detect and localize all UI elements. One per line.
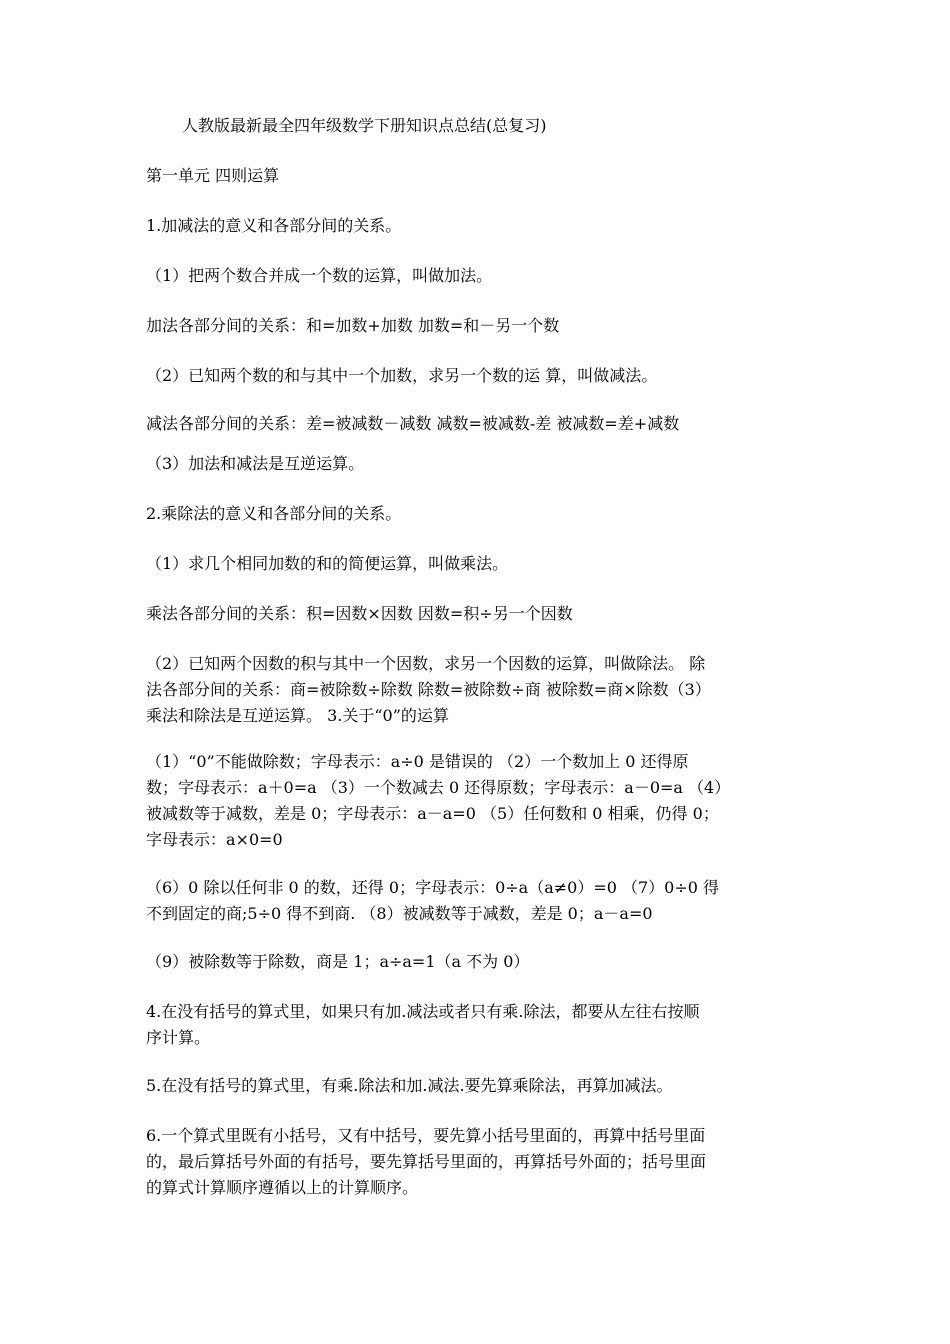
text-line: （1）求几个相同加数的和的简便运算，叫做乘法。 xyxy=(146,554,509,573)
text-line: （1）把两个数合并成一个数的运算，叫做加法。 xyxy=(146,266,493,285)
text-line: 字母表示：a×0=0 xyxy=(146,830,283,849)
text-line: 2.乘除法的意义和各部分间的关系。 xyxy=(146,504,402,523)
text-line: 5.在没有括号的算式里，有乘.除法和加.减法.要先算乘除法，再算加减法。 xyxy=(146,1076,673,1095)
text-line: 的，最后算括号外面的有括号，要先算括号里面的，再算括号外面的；括号里面 xyxy=(146,1152,707,1171)
text-line: 4.在没有括号的算式里，如果只有加.减法或者只有乘.除法，都要从左往右按顺 xyxy=(146,1002,700,1021)
text-line: 数；字母表示：a＋0=a （3）一个数减去 0 还得原数；字母表示：a－0=a （4） xyxy=(146,778,731,797)
text-line: 加法各部分间的关系：和=加数+加数 加数=和－另一个数 xyxy=(146,316,560,335)
text-line: 乘法和除法是互逆运算。 3.关于“0”的运算 xyxy=(146,706,449,725)
text-line: 6.一个算式里既有小括号，又有中括号，要先算小括号里面的，再算中括号里面 xyxy=(146,1126,706,1145)
text-line: （3）加法和减法是互逆运算。 xyxy=(146,454,365,473)
text-line: 1.加减法的意义和各部分间的关系。 xyxy=(146,216,402,235)
text-line: （2）已知两个因数的积与其中一个因数，求另一个因数的运算，叫做除法。 除 xyxy=(146,654,706,673)
text-line: 被减数等于减数，差是 0；字母表示：a－a=0 （5）任何数和 0 相乘，仍得 0； xyxy=(146,804,719,823)
text-line: 法各部分间的关系：商=被除数÷除数 除数=被除数÷商 被除数=商×除数（3） xyxy=(146,680,711,699)
text-line: （9）被除数等于除数，商是 1；a÷a=1（a 不为 0） xyxy=(146,952,530,971)
text-line: （6）0 除以任何非 0 的数，还得 0；字母表示：0÷a（a≠0）=0 （7）0÷0 得 xyxy=(146,878,720,897)
text-line: 乘法各部分间的关系：积=因数×因数 因数=积÷另一个因数 xyxy=(146,604,573,623)
text-line: 减法各部分间的关系：差=被减数－减数 减数=被减数-差 被减数=差+减数 xyxy=(146,414,680,433)
unit-heading: 第一单元 四则运算 xyxy=(146,166,280,185)
text-line: 的算式计算顺序遵循以上的计算顺序。 xyxy=(146,1178,419,1197)
text-line: （1）“0”不能做除数；字母表示：a÷0 是错误的 （2）一个数加上 0 还得原 xyxy=(146,752,689,771)
document-title: 人教版最新最全四年级数学下册知识点总结(总复习) xyxy=(182,116,547,135)
text-line: 不到固定的商;5÷0 得不到商. （8）被减数等于减数，差是 0；a－a=0 xyxy=(146,904,653,923)
text-line: 序计算。 xyxy=(146,1028,211,1047)
text-line: （2）已知两个数的和与其中一个加数，求另一个数的运 算，叫做减法。 xyxy=(146,366,658,385)
